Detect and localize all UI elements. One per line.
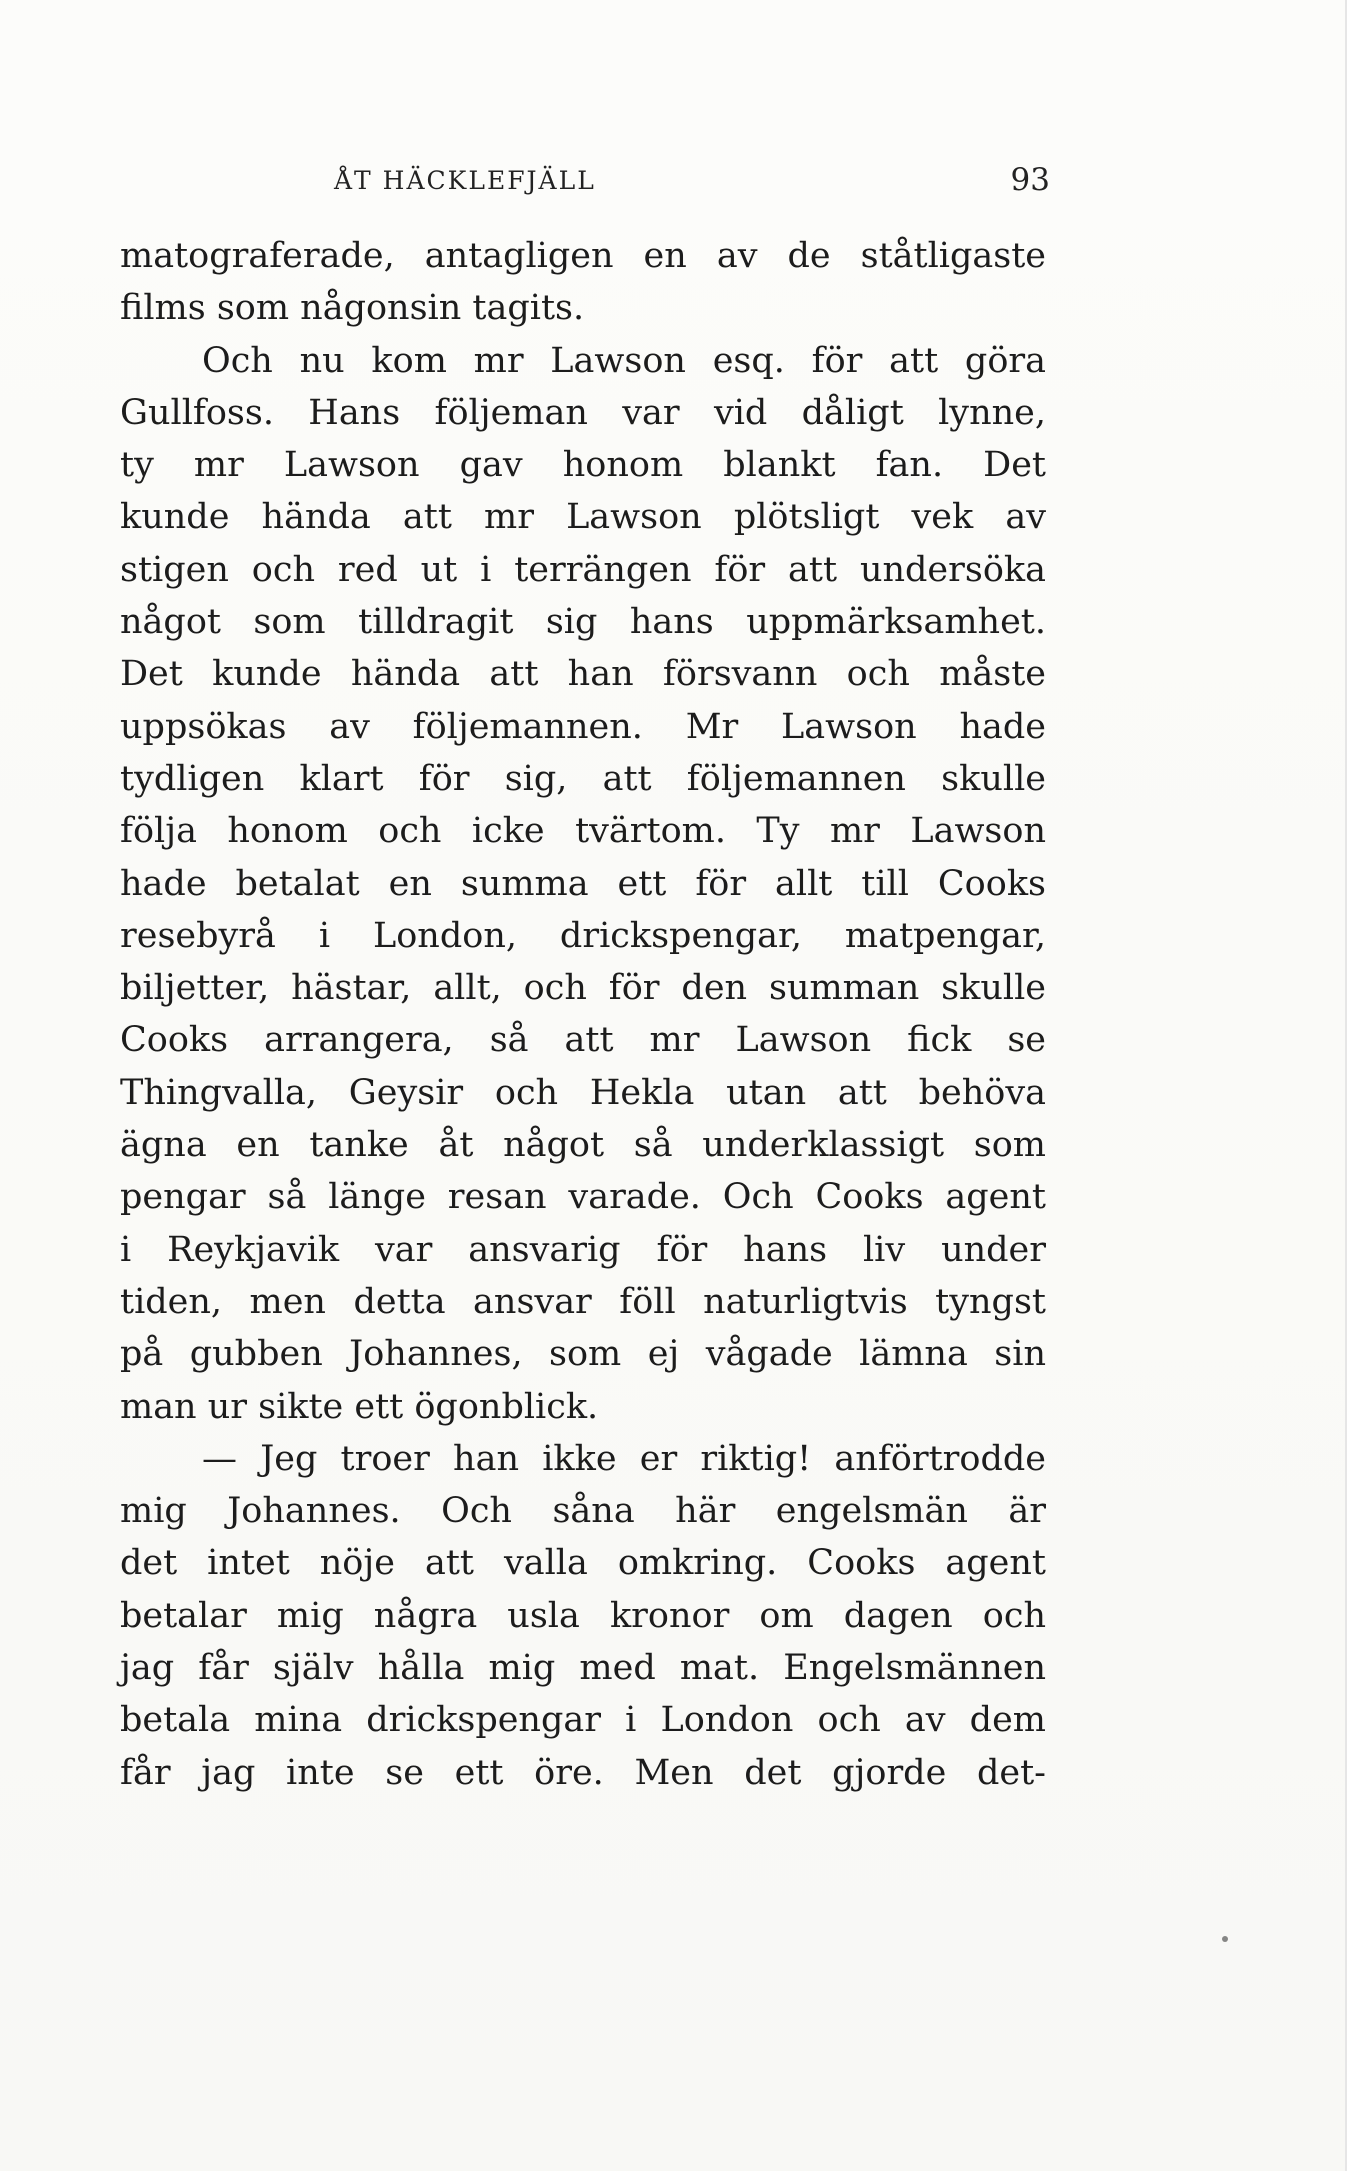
text-line: mig Johannes. Och såna här engelsmän är — [120, 1491, 1046, 1532]
text-line: Thingvalla, Geysir och Hekla utan att behöva — [120, 1072, 1046, 1113]
text-line: i Reykjavik var ansvarig för hans liv under — [120, 1229, 1046, 1270]
running-head — [120, 162, 1050, 202]
text-line: tydligen klart för sig, att följemannen skulle — [120, 758, 1046, 799]
text-line: ägna en tanke åt något så underklassigt som — [120, 1125, 1046, 1166]
text-line: Cooks arrangera, så att mr Lawson fick se — [120, 1020, 1046, 1061]
text-line: — Jeg troer han ikke er riktig! anförtrodde — [202, 1438, 1046, 1479]
text-line: tiden, men detta ansvar föll naturligtvis tyngst — [120, 1281, 1046, 1322]
text-line: matograferade, antagligen en av de ståtligaste — [120, 236, 1046, 276]
text-line: Gullfoss. Hans följeman var vid dåligt lynne, — [120, 392, 1046, 433]
page-number: 93 — [1010, 162, 1050, 198]
text-line: det intet nöje att valla omkring. Cooks agent — [120, 1543, 1046, 1584]
text-line: Det kunde hända att han försvann och måste — [120, 654, 1046, 695]
text-line: får jag inte se ett öre. Men det gjorde det- — [120, 1752, 1046, 1793]
text-line: man ur sikte ett ögonblick. — [120, 1386, 599, 1427]
text-line: något som tilldragit sig hans uppmärksamhet. — [120, 602, 1046, 643]
text-line: biljetter, hästar, allt, och för den summan skulle — [120, 968, 1046, 1009]
text-line: Och nu kom mr Lawson esq. för att göra — [202, 340, 1046, 381]
stray-ink-mark — [1222, 1936, 1228, 1942]
text-line: betalar mig några usla kronor om dagen och — [120, 1595, 1046, 1636]
text-line: resebyrå i London, drickspengar, matpengar, — [120, 915, 1046, 956]
text-line: pengar så länge resan varade. Och Cooks agent — [120, 1177, 1046, 1218]
text-line: stigen och red ut i terrängen för att undersöka — [120, 549, 1046, 590]
text-line: jag får själv hålla mig med mat. Engelsmännen — [120, 1648, 1046, 1689]
text-line: films som någonsin tagits. — [120, 288, 585, 329]
text-line: hade betalat en summa ett för allt till Cooks — [120, 863, 1046, 904]
text-line: kunde hända att mr Lawson plötsligt vek av — [120, 497, 1046, 538]
running-title: ÅT HÄCKLEFJÄLL — [334, 166, 596, 195]
text-line: ty mr Lawson gav honom blankt fan. Det — [120, 445, 1046, 486]
text-line: följa honom och icke tvärtom. Ty mr Lawson — [120, 811, 1046, 852]
text-line: på gubben Johannes, som ej vågade lämna sin — [120, 1334, 1046, 1375]
body-text — [120, 230, 1046, 1799]
text-line: uppsökas av följemannen. Mr Lawson hade — [120, 706, 1046, 747]
text-line: betala mina drickspengar i London och av dem — [120, 1700, 1046, 1741]
